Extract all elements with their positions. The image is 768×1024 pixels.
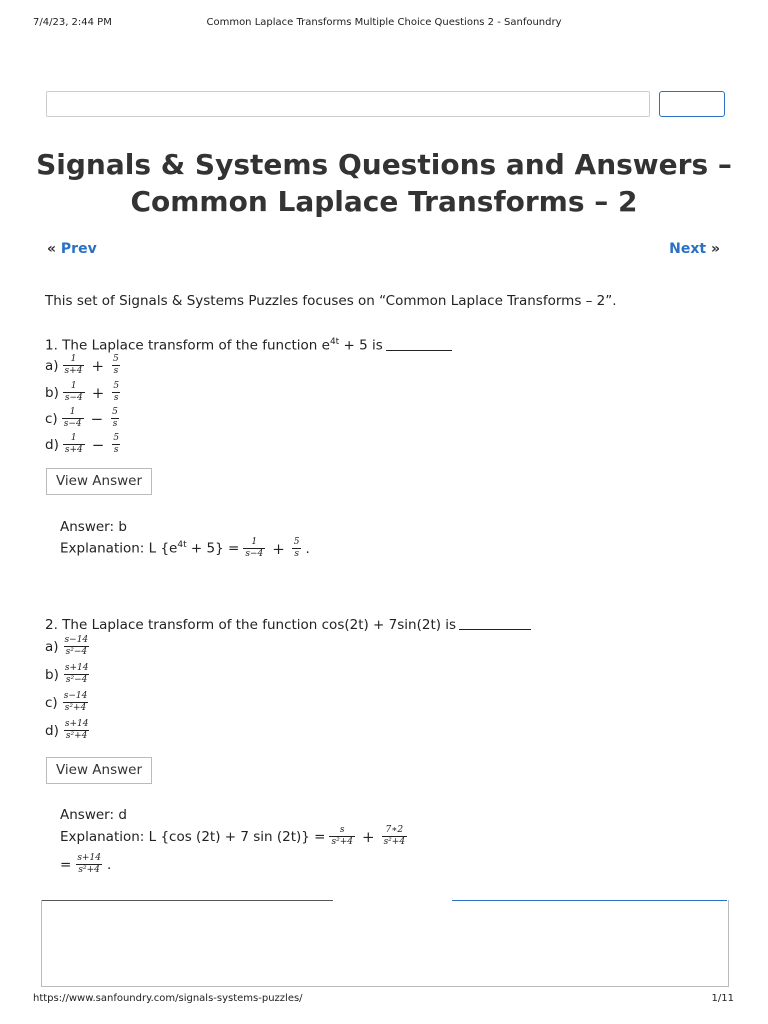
q2-explanation-line2: = $\frac{s+14}{\text{s²+4}}$ . <box>60 853 112 875</box>
fraction: $\frac{1}{s+4}$ <box>64 354 83 376</box>
answer-blank <box>386 349 452 351</box>
page-title <box>0 146 768 220</box>
fraction: $\frac{1}{s-4}$ <box>64 381 83 403</box>
q2-option-b[interactable] <box>45 663 90 686</box>
print-page-title: Common Laplace Transforms Multiple Choice Questions 2 - Sanfoundry <box>206 17 562 28</box>
q1-option-d[interactable] <box>45 433 121 456</box>
option-label: b) <box>45 384 59 401</box>
print-url: https://www.sanfoundry.com/signals-systems-puzzles/ <box>33 993 303 1004</box>
question-1-sup: 4t <box>329 337 340 347</box>
fraction: $\frac{5}{s}$ <box>113 381 120 403</box>
fraction: $\frac{s-14}{\text{s²+4}}$ <box>63 691 88 713</box>
q1-explanation: Explanation: L $\{e^{4t} + 5\}$ = $\frac{1}{s-4}$ + $\frac{5}{s}$ . <box>60 537 310 559</box>
question-1 <box>45 337 452 354</box>
prev-link[interactable]: Prev <box>60 241 97 257</box>
search-button[interactable] <box>659 91 725 117</box>
fraction: $\frac{5}{s}$ <box>113 354 119 376</box>
fraction: $\frac{5}{s}$ <box>113 433 120 455</box>
page-title-line1: Signals & Systems Questions and Answers – <box>36 148 732 181</box>
question-1-suffix: + 5 is <box>339 337 383 354</box>
operator: − <box>91 435 105 454</box>
option-label: c) <box>45 694 58 711</box>
q1-answer: Answer: b <box>60 519 127 535</box>
operator: + <box>91 356 105 375</box>
print-page-count: 1/11 <box>711 993 734 1004</box>
option-label: c) <box>45 410 58 427</box>
answer-blank <box>459 628 531 630</box>
fraction: $\frac{1}{s+4}$ <box>64 433 83 455</box>
ad-frame[interactable] <box>41 900 729 987</box>
option-label: a) <box>45 638 59 655</box>
question-2 <box>45 617 531 633</box>
intro-text: This set of Signals & Systems Puzzles focuses on “Common Laplace Transforms – 2”. <box>45 293 617 309</box>
fraction: $\frac{5}{s}$ <box>112 407 118 429</box>
fraction: $\frac{s+14}{\text{s²+4}}$ <box>77 853 101 875</box>
search-input[interactable] <box>46 91 650 117</box>
fraction: $\frac{s}{\text{s²+4}}$ <box>331 825 353 847</box>
prev-nav <box>47 241 97 257</box>
fraction: $\frac{s-14}{\text{s²−4}}$ <box>64 635 89 657</box>
operator: − <box>90 409 104 428</box>
view-answer-button-1[interactable]: View Answer <box>46 468 152 495</box>
q1-option-a[interactable] <box>45 354 121 377</box>
question-1-prefix: 1. The Laplace transform of the function e <box>45 337 330 354</box>
option-label: d) <box>45 436 59 453</box>
view-answer-button-2[interactable]: View Answer <box>46 757 152 784</box>
q1-option-b[interactable] <box>45 381 121 404</box>
fraction: $\frac{5}{s}$ <box>293 537 300 559</box>
print-datetime: 7/4/23, 2:44 PM <box>33 17 112 28</box>
operator: + <box>91 383 105 402</box>
fraction: $\frac{1}{s-4}$ <box>63 407 82 429</box>
q2-option-c[interactable] <box>45 691 89 714</box>
q2-answer: Answer: d <box>60 807 127 823</box>
q1-option-c[interactable] <box>45 407 120 430</box>
option-label: b) <box>45 666 59 683</box>
next-arrow: » <box>710 241 720 257</box>
next-nav <box>669 241 720 257</box>
question-2-text: 2. The Laplace transform of the function cos(2t) + 7sin(2t) is <box>45 617 457 633</box>
fraction: $\frac{s+14}{\text{s²+4}}$ <box>64 719 89 741</box>
prev-arrow: « <box>47 241 57 257</box>
q2-option-a[interactable] <box>45 635 90 658</box>
next-link[interactable]: Next <box>669 241 707 257</box>
q2-option-d[interactable] <box>45 719 90 742</box>
page-title-line2: Common Laplace Transforms – 2 <box>130 185 638 218</box>
q2-explanation: Explanation: L {cos (2t) + 7 sin (2t)} = $\frac{s}{\text{s²+4}}$ + $\frac{7∗2}{\text{s²+4}}$ <box>60 825 406 847</box>
option-label: d) <box>45 722 59 739</box>
fraction: $\frac{1}{s-4}$ <box>245 537 264 559</box>
fraction: $\frac{s+14}{\text{s²−4}}$ <box>64 663 89 685</box>
fraction: $\frac{7∗2}{\text{s²+4}}$ <box>383 825 406 847</box>
option-label: a) <box>45 357 59 374</box>
